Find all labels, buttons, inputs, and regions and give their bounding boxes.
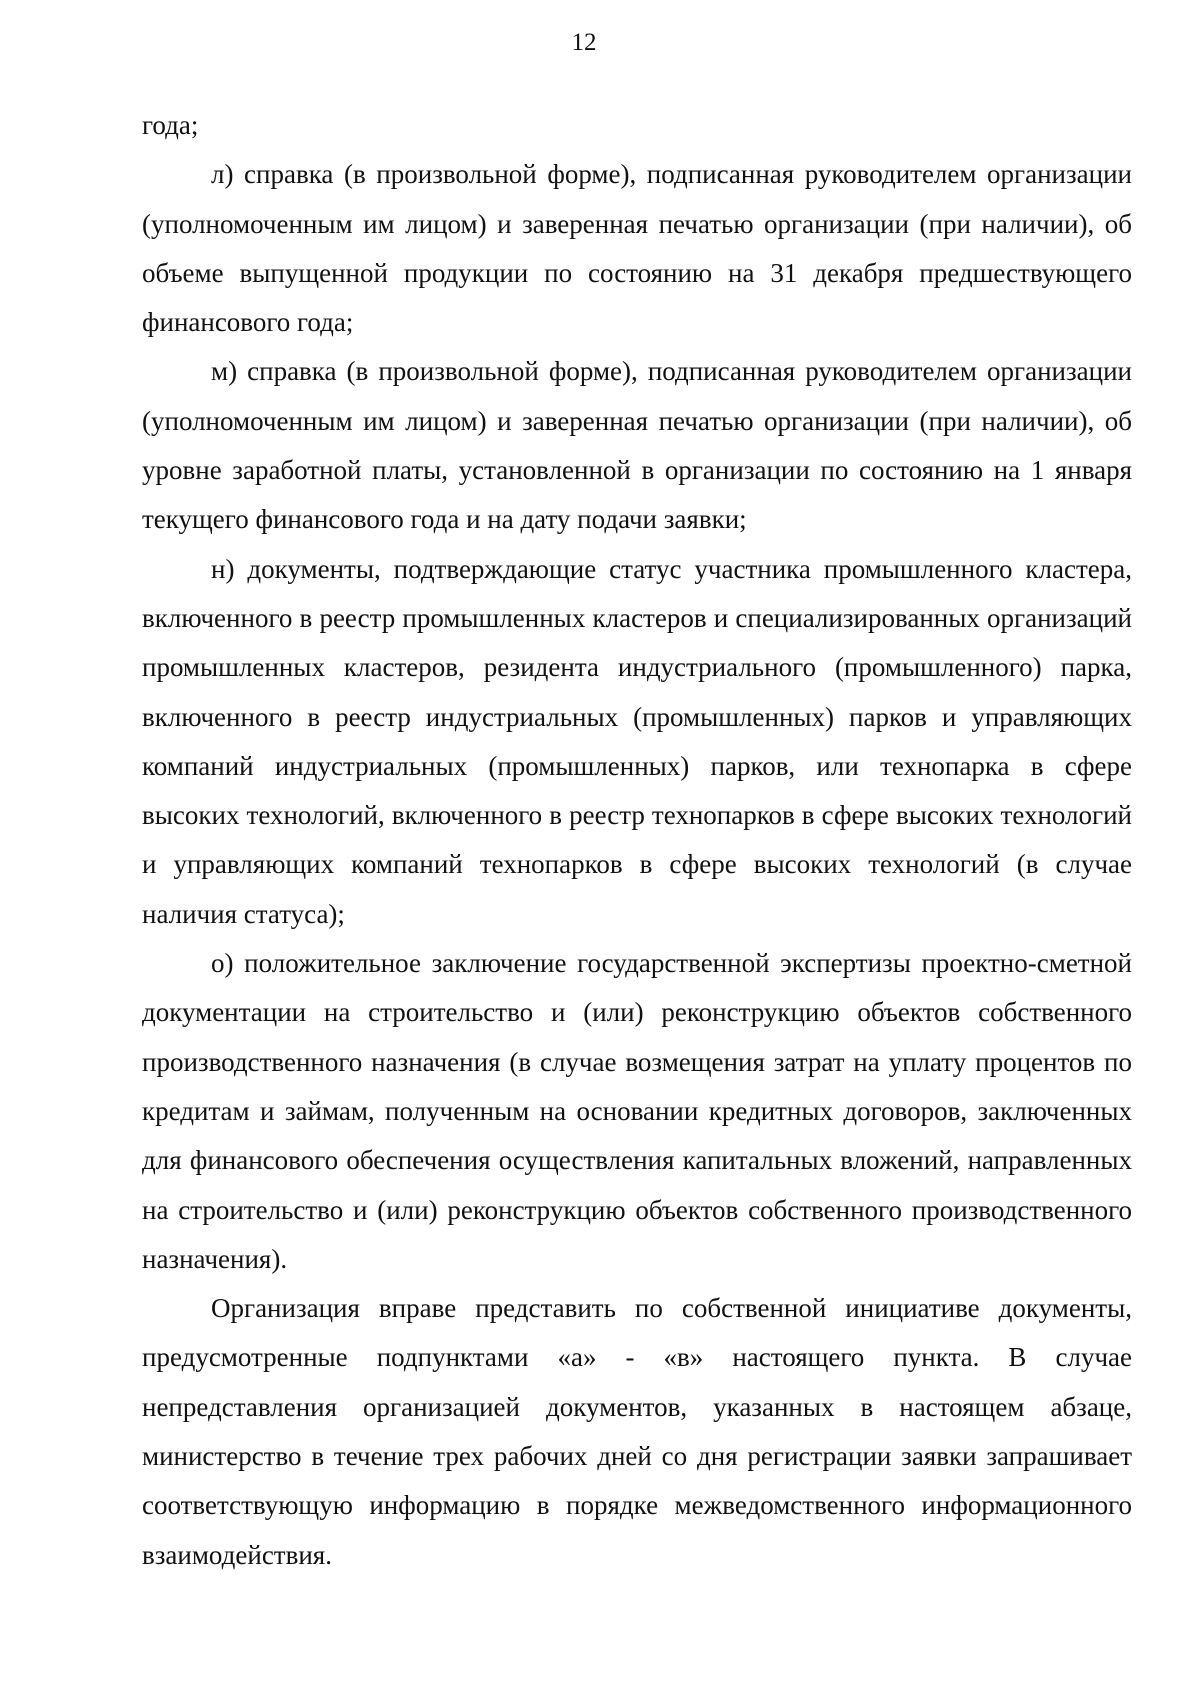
paragraph-item-l: л) справка (в произвольной форме), подписанная руководителем организации (уполномоченным им лицом) и заверенная печатью организации (при наличии), об объеме выпущенной продукции по состоянию на 31 декабря предшествующего финансового года; [142, 159, 1132, 338]
paragraph-item-o: о) положительное заключение государственной экспертизы проектно-сметной документации на строительство и (или) реконструкцию объектов собственного производственного назначения (в случае возмещения затрат на уплату процентов по кредитам и займам, полученным на основании кредитных договоров, заключенных для финансового обеспечения осуществления капитальных вложений, направленных на строительство и (или) реконструкцию объектов собственного производственного назначения). [142, 948, 1132, 1274]
paragraph-closing: Организация вправе представить по собственной инициативе документы, предусмотренные подпунктами «а» - «в» настоящего пункта. В случае непредставления организацией документов, указанных в настоящем абзаце, министерство в течение трех рабочих дней со дня регистрации заявки запрашивает соответствующую информацию в порядке межведомственного информационного взаимодействия. [142, 1293, 1132, 1570]
paragraph-continuation: года; [142, 110, 199, 140]
paragraph-item-n: н) документы, подтверждающие статус участника промышленного кластера, включенного в реестр промышленных кластеров и специализированных организаций промышленных кластеров, резидента индустриального (промышленного) парка, включенного в реестр индустриальных (промышленных) парков и управляющих компаний индустриальных (промышленных) парков, или технопарка в сфере высоких технологий, включенного в реестр технопарков в сфере высоких технологий и управляющих компаний технопарков в сфере высоких технологий (в случае наличия статуса); [142, 553, 1132, 929]
document-body [142, 101, 1132, 1580]
page-number: 12 [571, 29, 597, 56]
paragraph-item-m: м) справка (в произвольной форме), подписанная руководителем организации (уполномоченным им лицом) и заверенная печатью организации (при наличии), об уровне заработной платы, установленной в организации по состоянию на 1 января текущего финансового года и на дату подачи заявки; [142, 356, 1132, 535]
